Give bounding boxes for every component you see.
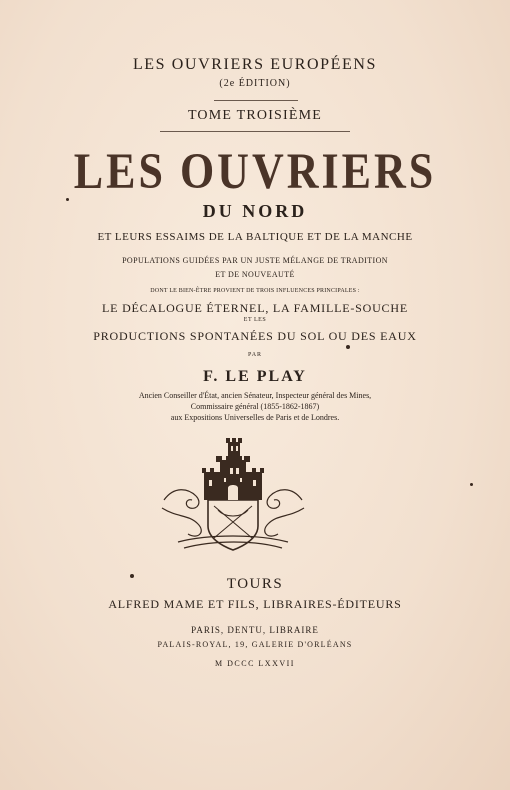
publication-year: M DCCC LXXVII [215, 659, 295, 668]
populations-line: ET DE NOUVEAUTÉ [215, 270, 295, 279]
ink-speck [130, 574, 134, 578]
par-label: PAR [247, 352, 263, 358]
author-credentials: Commissaire général (1855-1862-1867) [190, 402, 320, 411]
subtitle-essaims: ET LEURS ESSAIMS DE LA BALTIQUE ET DE LA MANCHE [97, 231, 413, 243]
publisher-castle-emblem-icon [158, 438, 308, 556]
ink-speck [470, 483, 473, 486]
author-name: F. LE PLAY [203, 368, 307, 385]
author-credentials: Ancien Conseiller d'État, ancien Sénateur, Inspecteur général des Mines, [138, 391, 372, 400]
tome-label: TOME TROISIÈME [187, 108, 323, 123]
productions-line: PRODUCTIONS SPONTANÉES DU SOL OU DES EAUX [93, 329, 417, 343]
main-title: LES OUVRIERS [73, 143, 437, 200]
edition-note: (2e ÉDITION) [219, 78, 291, 89]
subtitle: DU NORD [202, 201, 308, 221]
divider-rule [214, 100, 298, 101]
et-les-line: ET LES [243, 317, 267, 323]
influences-line: DONT LE BIEN-ÊTRE PROVIENT DE TROIS INFLUENCES PRINCIPALES : [150, 288, 360, 294]
imprint-city: TOURS [226, 576, 284, 592]
decalogue-line: LE DÉCALOGUE ÉTERNEL, LA FAMILLE-SOUCHE [102, 301, 408, 315]
divider-rule [160, 131, 350, 132]
series-title: LES OUVRIERS EUROPÉENS [132, 56, 378, 73]
imprint-publisher: ALFRED MAME ET FILS, LIBRAIRES-ÉDITEURS [108, 597, 402, 611]
populations-line: POPULATIONS GUIDÉES PAR UN JUSTE MÉLANGE DE TRADITION [122, 256, 388, 265]
imprint-address: PALAIS-ROYAL, 19, GALERIE D'ORLÉANS [157, 640, 353, 649]
ink-speck [346, 345, 350, 349]
imprint-bookseller: PARIS, DENTU, LIBRAIRE [191, 625, 319, 635]
author-credentials: aux Expositions Universelles de Paris et de Londres. [170, 413, 340, 422]
ink-speck [66, 198, 69, 201]
